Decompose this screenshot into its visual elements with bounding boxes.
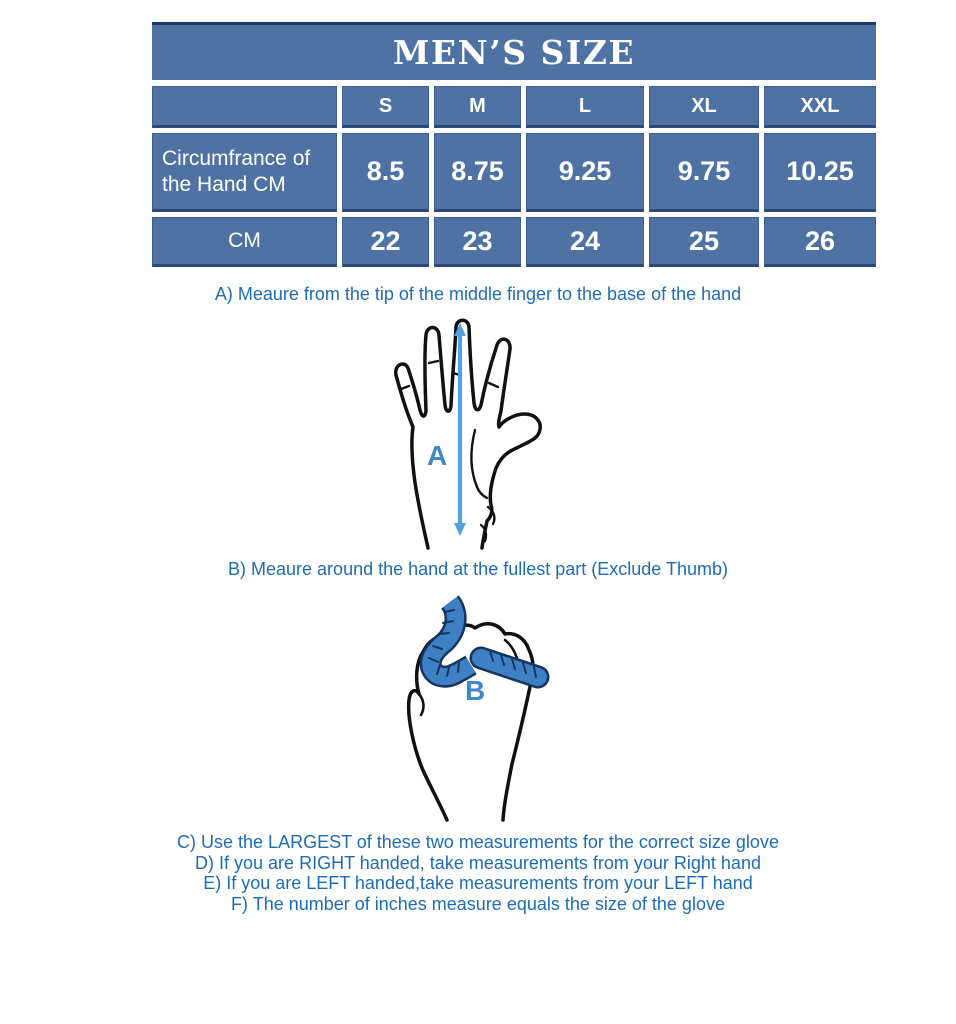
mens-size-table [152,22,876,267]
size-header-m: M [434,86,521,128]
instructions-cf-block [0,832,956,914]
cm-s: 22 [342,217,429,267]
circumference-l: 9.25 [526,133,644,212]
size-header-xxl: XXL [764,86,876,128]
hand-outline-icon [396,320,540,548]
row-cm-label: CM [152,217,337,267]
fist-tape-measure-diagram [395,588,570,830]
instruction-b: B) Meaure around the hand at the fullest part (Exclude Thumb) [228,559,728,579]
instruction-a: A) Meaure from the tip of the middle finger to the base of the hand [214,284,742,304]
instruction-c: C) Use the LARGEST of these two measurements for the correct size glove [177,832,779,852]
table-title: MEN’S SIZE [392,33,636,72]
open-hand-measure-diagram [385,315,550,550]
size-grid [152,86,876,267]
size-header-s: S [342,86,429,128]
diagram-b-label: B [465,675,486,706]
table-title-bar [152,22,876,80]
row-circumference-label: Circumfrance of the Hand CM [152,133,337,212]
instruction-e: E) If you are LEFT handed,take measurements from your LEFT hand [203,873,753,893]
diagram-a-label: A [427,440,448,471]
header-empty-cell [152,86,337,128]
instruction-f: F) The number of inches measure equals the size of the glove [231,893,725,914]
cm-xxl: 26 [764,217,876,267]
circumference-xxl: 10.25 [764,133,876,212]
circumference-xl: 9.75 [649,133,759,212]
size-header-xl: XL [649,86,759,128]
cm-xl: 25 [649,217,759,267]
instruction-d: D) If you are RIGHT handed, take measurements from your Right hand [195,852,761,873]
cm-l: 24 [526,217,644,267]
cm-m: 23 [434,217,521,267]
circumference-s: 8.5 [342,133,429,212]
circumference-m: 8.75 [434,133,521,212]
size-header-l: L [526,86,644,128]
